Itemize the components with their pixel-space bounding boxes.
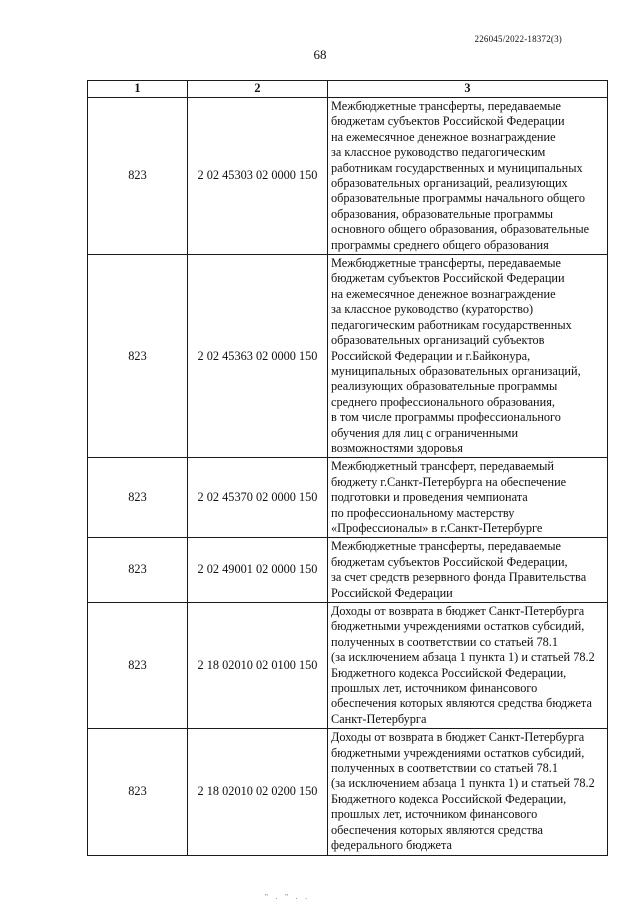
- table-row: [88, 538, 608, 603]
- scan-artifact-text: " . " . .: [265, 893, 310, 901]
- description-line: реализующих образовательные программы: [331, 379, 558, 394]
- admin-code-cell: 823: [88, 98, 188, 255]
- description-line: Санкт-Петербурга: [331, 711, 427, 726]
- table-header-row: [88, 81, 608, 98]
- description-line: в том числе программы профессионального: [331, 410, 561, 425]
- description-line: обучения для лиц с ограниченными: [331, 425, 519, 440]
- revenue-description-cell: [328, 458, 608, 538]
- description-line: работникам государственных и муниципальных: [331, 160, 583, 175]
- description-line: полученных в соответствии со статьей 78.1: [331, 761, 558, 776]
- description-line: прошлых лет, источником финансового: [331, 681, 538, 696]
- description-line: образовательных организаций, реализующих: [331, 176, 568, 191]
- description-line: бюджетными учреждениями остатков субсидий,: [331, 745, 585, 760]
- description-line: среднего профессионального образования,: [331, 394, 555, 409]
- description-line: полученных в соответствии со статьей 78.1: [331, 634, 558, 649]
- revenue-description-cell: [328, 255, 608, 458]
- description-line: Бюджетного кодекса Российской Федерации,: [331, 665, 567, 680]
- table-row: [88, 603, 608, 729]
- description-line: обеспечения которых являются средства: [331, 822, 543, 837]
- budget-classification-code-cell: 2 02 45303 02 0000 150: [188, 98, 328, 255]
- admin-code-cell: 823: [88, 603, 188, 729]
- budget-classification-code-cell: 2 18 02010 02 0100 150: [188, 603, 328, 729]
- page-number: 68: [313, 47, 327, 62]
- description-line: программы среднего общего образования: [331, 237, 549, 252]
- column-header-1: 1: [88, 81, 188, 98]
- budget-classification-code-cell: 2 02 45363 02 0000 150: [188, 255, 328, 458]
- admin-code-cell: 823: [88, 538, 188, 603]
- description-line: бюджетными учреждениями остатков субсидий,: [331, 619, 585, 634]
- description-line: педагогическим работникам государственных: [331, 317, 572, 332]
- budget-classification-code-cell: 2 02 49001 02 0000 150: [188, 538, 328, 603]
- description-line: федерального бюджета: [331, 838, 452, 853]
- description-line: на ежемесячное денежное вознаграждение: [331, 286, 556, 301]
- description-line: по профессиональному мастерству: [331, 505, 515, 520]
- description-line: Российской Федерации: [331, 585, 453, 600]
- description-line: Доходы от возврата в бюджет Санкт-Петербурга: [331, 604, 585, 618]
- description-line: муниципальных образовательных организаций,: [331, 363, 581, 378]
- description-line: (за исключением абзаца 1 пункта 1) и статьей 78.2: [331, 776, 595, 791]
- description-line: Межбюджетный трансферт, передаваемый: [331, 459, 555, 474]
- description-line: бюджетам субъектов Российской Федерации: [331, 114, 565, 129]
- description-line: бюджету г.Санкт-Петербурга на обеспечение: [331, 474, 567, 489]
- description-line: обеспечения которых являются средства бюджета: [331, 696, 592, 711]
- table-row: [88, 255, 608, 458]
- description-line: возможностями здоровья: [331, 440, 463, 455]
- description-line: на ежемесячное денежное вознаграждение: [331, 129, 556, 144]
- budget-classification-code-cell: 2 02 45370 02 0000 150: [188, 458, 328, 538]
- column-header-2: 2: [188, 81, 328, 98]
- revenue-description-cell: [328, 98, 608, 255]
- description-line: Российской Федерации и г.Байконура,: [331, 348, 531, 363]
- description-line: бюджетам субъектов Российской Федерации: [331, 271, 565, 286]
- description-line: бюджетам субъектов Российской Федерации,: [331, 554, 568, 569]
- description-line: Межбюджетные трансферты, передаваемые: [331, 256, 561, 271]
- description-line: Межбюджетные трансферты, передаваемые: [331, 99, 561, 113]
- description-line: Доходы от возврата в бюджет Санкт-Петербурга: [331, 730, 585, 745]
- description-line: Бюджетного кодекса Российской Федерации,: [331, 791, 567, 806]
- description-line: Межбюджетные трансферты, передаваемые: [331, 539, 561, 554]
- admin-code-cell: 823: [88, 458, 188, 538]
- description-line: образовательных организаций субъектов: [331, 333, 545, 348]
- table-row: [88, 458, 608, 538]
- description-line: за счет средств резервного фонда Правительства: [331, 570, 587, 585]
- table-row: [88, 729, 608, 855]
- description-line: образовательные программы начального общего: [331, 191, 586, 206]
- description-line: прошлых лет, источником финансового: [331, 807, 538, 822]
- revenue-description-cell: [328, 729, 608, 855]
- table-row: [88, 98, 608, 255]
- column-header-3: 3: [328, 81, 608, 98]
- table-body: [88, 98, 608, 856]
- description-line: «Профессионалы» в г.Санкт-Петербурге: [331, 520, 543, 535]
- admin-code-cell: 823: [88, 255, 188, 458]
- revenue-description-cell: [328, 603, 608, 729]
- document-reference-number: 226045/2022-18372(3): [474, 34, 562, 44]
- description-line: образования, образовательные программы: [331, 206, 554, 221]
- description-line: основного общего образования, образовательные: [331, 222, 590, 237]
- description-line: за классное руководство (кураторство): [331, 302, 534, 317]
- description-line: подготовки и проведения чемпионата: [331, 490, 528, 505]
- budget-revenue-table: [87, 80, 608, 856]
- description-line: за классное руководство педагогическим: [331, 145, 546, 160]
- description-line: (за исключением абзаца 1 пункта 1) и статьей 78.2: [331, 650, 595, 665]
- admin-code-cell: 823: [88, 729, 188, 855]
- budget-classification-code-cell: 2 18 02010 02 0200 150: [188, 729, 328, 855]
- revenue-description-cell: [328, 538, 608, 603]
